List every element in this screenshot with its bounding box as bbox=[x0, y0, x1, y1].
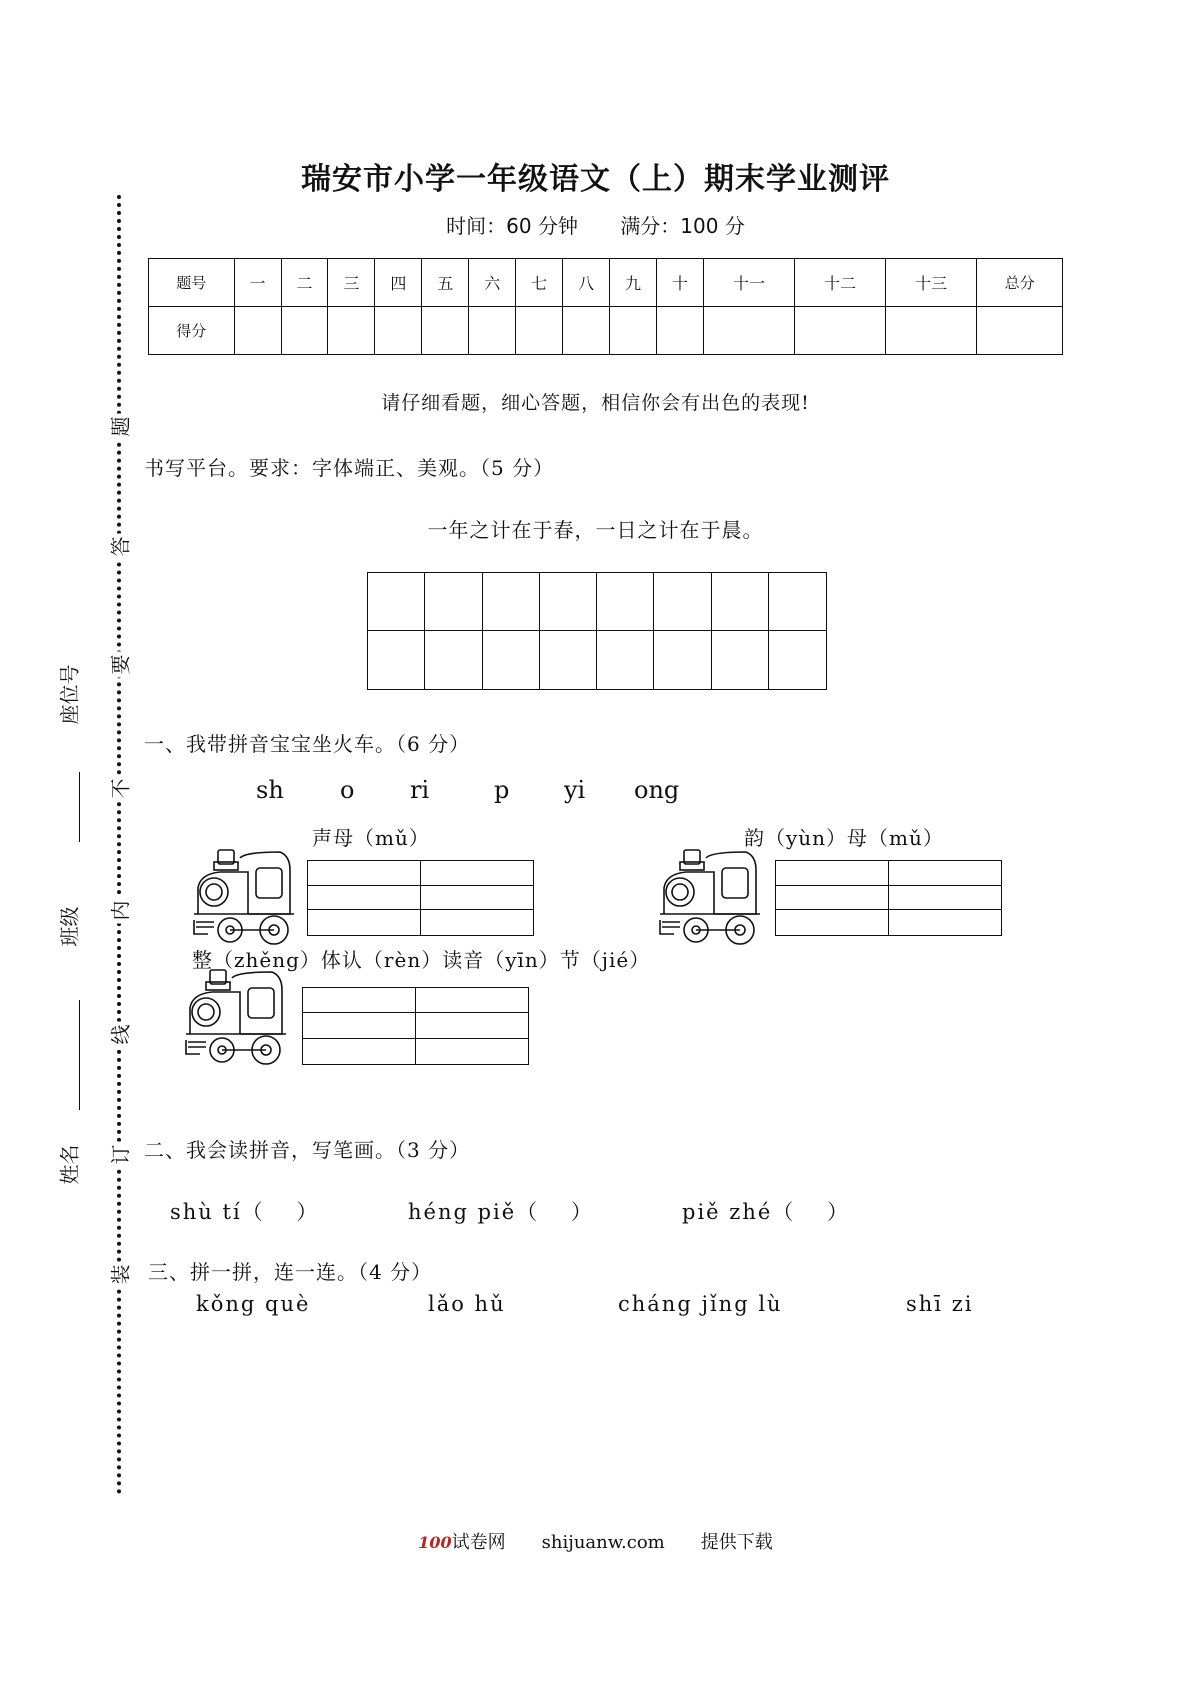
wagon-cell[interactable] bbox=[889, 910, 1002, 935]
score-cell[interactable] bbox=[610, 307, 657, 355]
pinyin-word[interactable]: lǎo hǔ bbox=[428, 1292, 506, 1316]
score-cell[interactable] bbox=[703, 307, 794, 355]
pinyin-item: ong bbox=[634, 776, 680, 804]
score-cell[interactable] bbox=[516, 307, 563, 355]
wagon-cell[interactable] bbox=[308, 910, 421, 935]
score-cell[interactable] bbox=[886, 307, 977, 355]
name-label: 姓名 bbox=[57, 1144, 82, 1185]
writing-heading: 书写平台。要求：字体端正、美观。（5 分） bbox=[144, 456, 555, 480]
seat-underline bbox=[79, 772, 80, 842]
score-cell[interactable] bbox=[795, 307, 886, 355]
writing-cell[interactable] bbox=[425, 573, 482, 631]
pinyin-item: yi bbox=[564, 776, 586, 804]
score-col-3: 三 bbox=[328, 259, 375, 307]
score-cell[interactable] bbox=[563, 307, 610, 355]
score-cell[interactable] bbox=[422, 307, 469, 355]
provide-text: 提供下载 bbox=[700, 1532, 773, 1553]
score-col-7: 七 bbox=[516, 259, 563, 307]
wagon-cell[interactable] bbox=[421, 910, 534, 935]
score-cell[interactable] bbox=[328, 307, 375, 355]
wagon-cell[interactable] bbox=[421, 861, 534, 886]
writing-cell[interactable] bbox=[769, 631, 826, 689]
score-col-10: 十 bbox=[657, 259, 704, 307]
stroke-item[interactable]: shù tí（ ） bbox=[170, 1200, 320, 1224]
writing-cell[interactable] bbox=[368, 631, 425, 689]
score-cell[interactable] bbox=[375, 307, 422, 355]
stroke-item[interactable]: piě zhé（ ） bbox=[682, 1200, 850, 1224]
train3-engine-icon bbox=[182, 968, 300, 1068]
footer bbox=[0, 1528, 1191, 1554]
score-col-1: 一 bbox=[234, 259, 281, 307]
writing-cell[interactable] bbox=[654, 573, 711, 631]
full-score-info: 满分：100 分 bbox=[620, 214, 745, 238]
pinyin-item: ri bbox=[410, 776, 430, 804]
writing-cell[interactable] bbox=[712, 631, 769, 689]
score-label: 得分 bbox=[149, 307, 235, 355]
wagon-cell[interactable] bbox=[303, 1039, 416, 1064]
train1-engine-icon bbox=[190, 848, 308, 948]
train2-engine-icon bbox=[656, 848, 774, 948]
seal-char-6: 线 bbox=[103, 1022, 136, 1048]
total-score-cell[interactable] bbox=[977, 307, 1063, 355]
pinyin-word[interactable]: cháng jǐng lù bbox=[618, 1292, 783, 1316]
seal-char-8: 装 bbox=[103, 1262, 136, 1288]
writing-cell[interactable] bbox=[540, 573, 597, 631]
score-table-header-row bbox=[149, 259, 1063, 307]
score-col-8: 八 bbox=[563, 259, 610, 307]
seal-char-2: 答 bbox=[103, 534, 136, 560]
seat-label: 座位号 bbox=[57, 664, 82, 725]
writing-cell[interactable] bbox=[368, 573, 425, 631]
train2-label: 韵（yùn）母（mǔ） bbox=[744, 826, 944, 850]
writing-cell[interactable] bbox=[597, 631, 654, 689]
writing-cell[interactable] bbox=[769, 573, 826, 631]
total-label: 总分 bbox=[977, 259, 1063, 307]
score-cell[interactable] bbox=[469, 307, 516, 355]
pinyin-item: sh bbox=[256, 776, 284, 804]
wagon-cell[interactable] bbox=[308, 861, 421, 886]
train3-wagon[interactable] bbox=[302, 987, 529, 1065]
wagon-cell[interactable] bbox=[303, 988, 416, 1013]
question-number-label: 题号 bbox=[149, 259, 235, 307]
score-cell[interactable] bbox=[234, 307, 281, 355]
wagon-cell[interactable] bbox=[776, 861, 889, 886]
train1-label: 声母（mǔ） bbox=[312, 826, 430, 850]
pinyin-word[interactable]: kǒng què bbox=[196, 1292, 311, 1316]
score-cell[interactable] bbox=[281, 307, 328, 355]
stroke-item[interactable]: héng piě（ ） bbox=[408, 1200, 594, 1224]
wagon-cell[interactable] bbox=[416, 1039, 529, 1064]
site-name: 试卷网 bbox=[451, 1532, 506, 1553]
score-table-score-row bbox=[149, 307, 1063, 355]
writing-quote: 一年之计在于春，一日之计在于晨。 bbox=[427, 518, 764, 542]
wagon-cell[interactable] bbox=[776, 886, 889, 911]
q2-heading: 二、我会读拼音，写笔画。（3 分） bbox=[144, 1138, 471, 1162]
score-table bbox=[148, 258, 1063, 355]
wagon-cell[interactable] bbox=[303, 1013, 416, 1038]
seal-char-7: 订 bbox=[103, 1142, 136, 1168]
score-col-2: 二 bbox=[281, 259, 328, 307]
writing-cell[interactable] bbox=[483, 631, 540, 689]
writing-cell[interactable] bbox=[483, 573, 540, 631]
train2-wagon[interactable] bbox=[775, 860, 1002, 936]
wagon-cell[interactable] bbox=[421, 886, 534, 911]
q1-heading: 一、我带拼音宝宝坐火车。（6 分） bbox=[144, 732, 471, 756]
writing-cell[interactable] bbox=[425, 631, 482, 689]
writing-cell[interactable] bbox=[597, 573, 654, 631]
score-col-13: 十三 bbox=[886, 259, 977, 307]
pinyin-item: p bbox=[494, 776, 510, 804]
writing-grid[interactable] bbox=[367, 572, 827, 690]
pinyin-item: o bbox=[340, 776, 355, 804]
seal-char-4: 不 bbox=[103, 776, 136, 802]
wagon-cell[interactable] bbox=[416, 988, 529, 1013]
wagon-cell[interactable] bbox=[889, 861, 1002, 886]
score-col-5: 五 bbox=[422, 259, 469, 307]
writing-cell[interactable] bbox=[540, 631, 597, 689]
page-title: 瑞安市小学一年级语文（上）期末学业测评 bbox=[301, 162, 890, 197]
score-col-9: 九 bbox=[610, 259, 657, 307]
wagon-cell[interactable] bbox=[776, 910, 889, 935]
site-url[interactable]: shijuanw.com bbox=[541, 1532, 665, 1553]
score-col-12: 十二 bbox=[795, 259, 886, 307]
exam-info bbox=[0, 210, 1191, 239]
writing-cell[interactable] bbox=[712, 573, 769, 631]
wagon-cell[interactable] bbox=[416, 1013, 529, 1038]
score-cell[interactable] bbox=[657, 307, 704, 355]
wagon-cell[interactable] bbox=[308, 886, 421, 911]
seal-char-1: 题 bbox=[103, 414, 136, 440]
score-col-4: 四 bbox=[375, 259, 422, 307]
train3-label: 整（zhěng）体认（rèn）读音（yīn）节（jié） bbox=[192, 948, 651, 972]
class-label: 班级 bbox=[57, 906, 82, 947]
q3-heading: 三、拼一拼，连一连。（4 分） bbox=[148, 1260, 433, 1284]
seal-char-5: 内 bbox=[103, 898, 136, 924]
seal-char-3: 要 bbox=[103, 652, 136, 678]
score-col-11: 十一 bbox=[703, 259, 794, 307]
score-col-6: 六 bbox=[469, 259, 516, 307]
pinyin-word[interactable]: shī zi bbox=[906, 1292, 974, 1316]
site-logo: 100 bbox=[418, 1533, 452, 1552]
train1-wagon[interactable] bbox=[307, 860, 534, 936]
encouragement-tip: 请仔细看题，细心答题，相信你会有出色的表现! bbox=[381, 392, 810, 414]
class-underline bbox=[79, 1000, 80, 1110]
time-info: 时间：60 分钟 bbox=[446, 214, 578, 238]
wagon-cell[interactable] bbox=[889, 886, 1002, 911]
writing-cell[interactable] bbox=[654, 631, 711, 689]
